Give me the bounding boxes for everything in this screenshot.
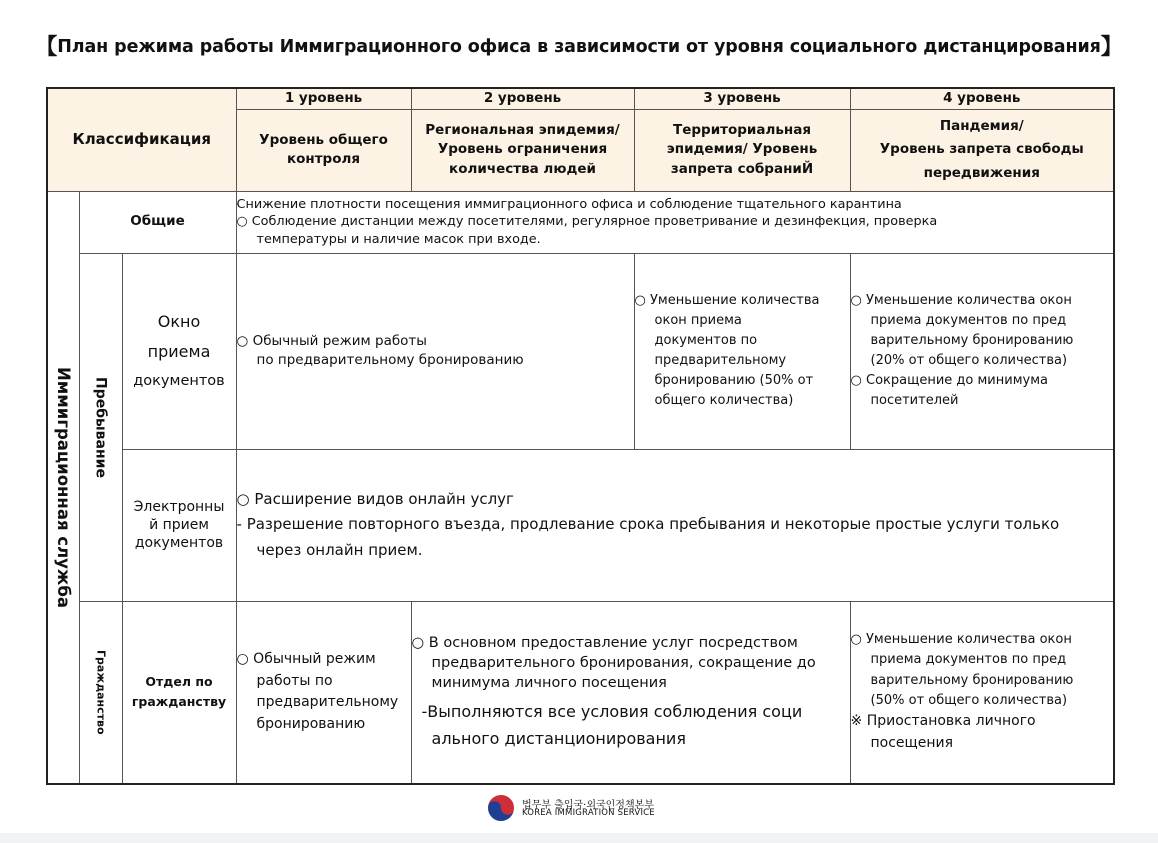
general-line-1: Снижение плотности посещения иммиграционного офиса и соблюдение тщательного карантина: [236, 197, 902, 213]
online-label: Электронны й прием документов: [122, 449, 236, 601]
service-label-cell: [47, 191, 79, 784]
service-label: Иммиграционная служба: [54, 366, 74, 608]
bottom-band: [0, 833, 1158, 843]
header-level-1-name: Уровень общего контроля: [236, 109, 411, 191]
header-levels-row: [47, 88, 1114, 109]
footer-korean-text: 법무부 출입국·외국인정책본부: [522, 800, 654, 811]
footer-english-text: KOREA IMMIGRATION SERVICE: [522, 808, 655, 818]
window-level-3: ○ Уменьшение количества окон приема документов по предварительному бронированию (50% от общего количества): [634, 253, 850, 449]
citizenship-dept-label: Отдел по гражданству: [122, 601, 236, 784]
online-line-1: ○ Расширение видов онлайн услуг: [236, 489, 514, 508]
general-line-2: ○ Соблюдение дистанции между посетителями, регулярное проветривание и дезинфекция, проверка: [236, 214, 938, 230]
schedule-table: [46, 87, 1115, 785]
general-content: [236, 191, 1114, 253]
header-level-2: 2 уровень: [411, 88, 634, 109]
header-level-4: 4 уровень: [850, 88, 1114, 109]
window-level-12: ○ Обычный режим работы по предварительному бронированию: [236, 253, 634, 449]
general-label: Общие: [79, 191, 236, 253]
title-bracket-open: 【: [35, 35, 58, 60]
header-level-3-name: Территориальная эпидемия/ Уровень запрета собраниЙ: [634, 109, 850, 191]
general-line-3: температуры и наличие масок при входе.: [256, 231, 541, 247]
header-level-2-name: Региональная эпидемия/ Уровень ограничения количества людей: [411, 109, 634, 191]
window-level-4: ○ Уменьшение количества окон приема документов по пред варительному бронированию (20% от общего количества) ○ Сокращение до минимума посетителей: [850, 253, 1114, 449]
general-row: [47, 191, 1114, 253]
stay-label-cell: [79, 253, 122, 601]
korea-taegeuk-logo-icon: [486, 793, 516, 823]
stay-label: Пребывание: [92, 376, 109, 478]
online-content: [236, 449, 1114, 601]
header-level-4-name: Пандемия/ Уровень запрета свободы передвижения: [850, 109, 1114, 191]
online-line-2: - Разрешение повторного въезда, продлевание срока пребывания и некоторые простые услуги только: [236, 515, 1060, 534]
online-row: [47, 449, 1114, 601]
title-text: План режима работы Иммиграционного офиса в зависимости от уровня социального дистанцирования: [57, 37, 1101, 57]
header-classification: Классификация: [47, 88, 236, 191]
footer-logo-block: [486, 793, 686, 823]
citizenship-level-4: ○ Уменьшение количества окон приема документов по пред варительному бронированию (50% от общего количества) ※ Приостановка личного посещения: [850, 601, 1114, 784]
window-label: Окно приема документов: [122, 253, 236, 449]
citizenship-level-1: ○ Обычный режим работы по предварительному бронированию: [236, 601, 411, 784]
window-row: [47, 253, 1114, 449]
citizenship-label-cell: [79, 601, 122, 784]
header-level-1: 1 уровень: [236, 88, 411, 109]
header-level-3: 3 уровень: [634, 88, 850, 109]
citizenship-row: [47, 601, 1114, 784]
citizenship-label: Гражданство: [94, 650, 108, 735]
online-line-3: через онлайн прием.: [256, 540, 423, 559]
title-bracket-close: 】: [1100, 35, 1123, 60]
citizenship-level-23: ○ В основном предоставление услуг посредством предварительного бронирования, сокращение до минимума личного посещения -Выполняются все условия соблюдения соци ального дистанционирования: [411, 601, 850, 784]
document-title: [0, 30, 1158, 61]
